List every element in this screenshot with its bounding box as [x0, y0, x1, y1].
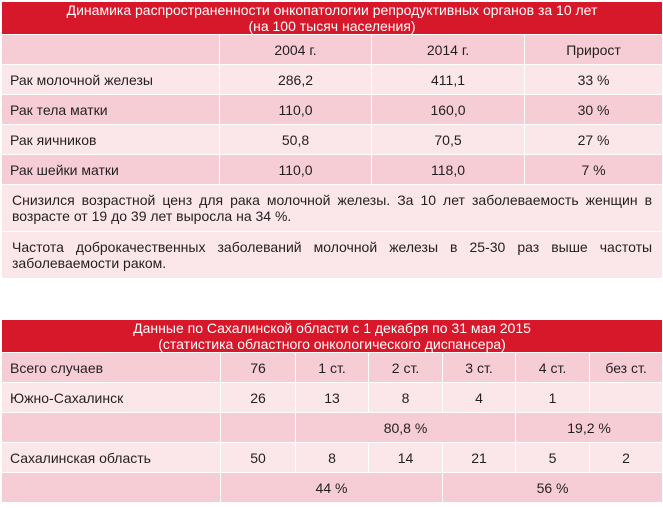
table1-title [2, 2, 663, 35]
table1-column-headers [2, 35, 663, 65]
cell-2014: 70,5 [372, 125, 525, 155]
table-row [2, 65, 663, 95]
stage-4-header: 4 ст. [516, 353, 590, 383]
table1-title-line2: (на 100 тысяч населения) [248, 18, 416, 34]
table-row [2, 413, 663, 443]
cell-no-stage [590, 383, 663, 413]
cell-total: 26 [221, 383, 296, 413]
cell-2004: 110,0 [220, 155, 372, 185]
table2-title [2, 320, 663, 353]
oncology-dynamics-table [1, 1, 663, 279]
cell-total: 50 [221, 443, 296, 473]
total-cases-label: Всего случаев [2, 353, 221, 383]
cell-stage-4: 1 [516, 383, 590, 413]
table1-note-benign: Частота доброкачественных заболеваний молочной железы в 25-30 раз выше частоты заболеваемости раком. [2, 232, 663, 279]
table-row [2, 443, 663, 473]
cell-no-stage: 2 [590, 443, 663, 473]
table1-title-line1: Динамика распространенности онкопатологии репродуктивных органов за 10 лет [66, 2, 598, 18]
row-label: Рак яичников [2, 125, 220, 155]
table-row [2, 473, 663, 503]
row-label: Рак тела матки [2, 95, 220, 125]
cell-growth: 33 % [525, 65, 663, 95]
cell-growth: 30 % [525, 95, 663, 125]
row-label: Южно-Сахалинск [2, 383, 221, 413]
empty-cell [2, 473, 221, 503]
sakhalin-statistics-table [1, 319, 663, 503]
table-row [2, 95, 663, 125]
stage-1-header: 1 ст. [296, 353, 369, 383]
row-label: Рак шейки матки [2, 155, 220, 185]
cell-growth: 7 % [525, 155, 663, 185]
table1-note-age: Снизился возрастной ценз для рака молочной железы. За 10 лет заболеваемость женщин в возрасте от 19 до 39 лет выросла на 34 %. [2, 185, 663, 232]
table-row [2, 125, 663, 155]
empty-cell [221, 413, 296, 443]
table-row [2, 383, 663, 413]
cell-2014: 160,0 [372, 95, 525, 125]
cell-stage-4: 5 [516, 443, 590, 473]
oblast-late-pct: 56 % [443, 473, 663, 503]
table2-header-row [2, 353, 663, 383]
oblast-early-pct: 44 % [221, 473, 443, 503]
table1-header-2004: 2004 г. [220, 35, 372, 65]
cell-stage-3: 21 [443, 443, 516, 473]
cell-2014: 411,1 [372, 65, 525, 95]
table2-title-line2: (статистика областного онкологического диспансера) [158, 336, 506, 352]
table1-header-2014: 2014 г. [372, 35, 525, 65]
total-cases-value: 76 [221, 353, 296, 383]
cell-stage-2: 8 [369, 383, 443, 413]
cell-stage-2: 14 [369, 443, 443, 473]
table-row [2, 155, 663, 185]
table1-header-growth: Прирост [525, 35, 663, 65]
cell-stage-1: 8 [296, 443, 369, 473]
cell-2004: 50,8 [220, 125, 372, 155]
cell-stage-1: 13 [296, 383, 369, 413]
no-stage-header: без ст. [590, 353, 663, 383]
stage-3-header: 3 ст. [443, 353, 516, 383]
cell-stage-3: 4 [443, 383, 516, 413]
table1-header-empty [2, 35, 220, 65]
stage-2-header: 2 ст. [369, 353, 443, 383]
cell-growth: 27 % [525, 125, 663, 155]
table2-title-line1: Данные по Сахалинской области с 1 декабря по 31 мая 2015 [133, 320, 531, 336]
yuzhno-early-pct: 80,8 % [296, 413, 516, 443]
cell-2004: 286,2 [220, 65, 372, 95]
cell-2014: 118,0 [372, 155, 525, 185]
row-label: Сахалинская область [2, 443, 221, 473]
cell-2004: 110,0 [220, 95, 372, 125]
empty-cell [2, 413, 221, 443]
yuzhno-late-pct: 19,2 % [516, 413, 663, 443]
row-label: Рак молочной железы [2, 65, 220, 95]
